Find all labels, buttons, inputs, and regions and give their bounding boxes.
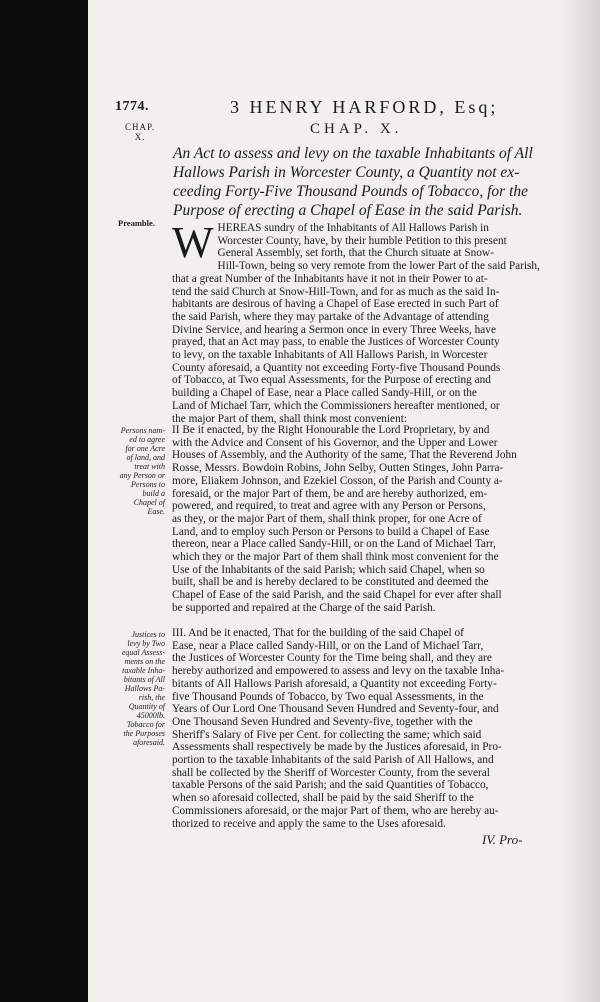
text-line: bitants of All Hallows Parish aforesaid, a Quantity not exceeding Forty-: [172, 677, 497, 690]
text-line: to levy, on the taxable Inhabitants of All Hallows Parish, in Worcester: [172, 349, 488, 362]
side-note-line: Quantity of: [128, 702, 165, 711]
catchword: IV. Pro-: [482, 832, 523, 847]
text-line: foresaid, or the major Part of them, be and are hereby authorized, em-: [172, 487, 488, 500]
text-line: Worcester County, have, by their humble Petition to this present: [217, 234, 507, 247]
side-note-justices-levy: [110, 630, 165, 747]
page-edge-shadow: [560, 0, 600, 1002]
text-line: shall be collected by the Sheriff of Worcester County, from the several: [172, 766, 490, 779]
side-note-persons-named: [110, 426, 165, 516]
side-note-line: Hallows Pa-: [124, 684, 165, 693]
text-line: Assessments shall respectively be made by the Justices aforesaid, in Pro-: [172, 741, 502, 754]
margin-chapter-label: CHAP. X.: [125, 122, 156, 142]
text-line: building a Chapel of Ease, near a Place called Sandy-Hill, or on the: [172, 387, 477, 400]
running-title: 3 HENRY HARFORD, Esq;: [230, 97, 499, 117]
text-line: Houses of Assembly, and the Authority of the same, That the Reverend John: [172, 449, 517, 462]
act-title-line: ceeding Forty-Five Thousand Pounds of Tobacco, for the: [173, 183, 529, 200]
side-note-line: Persons to: [131, 480, 165, 489]
text-line: portion to the taxable Inhabitants of the said Parish of All Hallows, and: [172, 754, 494, 767]
side-note-line: Ease.: [147, 507, 165, 516]
preamble-text: [172, 218, 572, 425]
section-3-text: [172, 627, 572, 830]
text-line: more, Eliakem Johnson, and Ezekiel Cosson, of the Parish and County a-: [172, 474, 503, 487]
side-note-line: rish, the: [138, 693, 165, 702]
preamble-label: Preamble.: [118, 218, 155, 228]
text-line: Hill-Town, being so very remote from the lower Part of the said Parish,: [217, 260, 540, 273]
text-line: with the Advice and Consent of his Governor, and the Upper and Lower: [172, 436, 498, 449]
text-line: prayed, that an Act may pass, to enable the Justices of Worcester County: [172, 336, 500, 349]
section-2-text: [172, 424, 572, 615]
text-line: HEREAS sundry of the Inhabitants of All Hallows Parish in: [217, 222, 489, 234]
text-line: of Tobacco, at Two equal Assessments, for the Purpose of erecting and: [172, 374, 491, 387]
text-line: as they, or the major Part of them, shall think proper, for one Acre of: [172, 512, 482, 525]
act-title-line: Purpose of erecting a Chapel of Ease in the said Parish.: [173, 202, 523, 219]
text-line: Divine Service, and hearing a Sermon once in every Three Weeks, have: [172, 323, 496, 336]
text-line: One Thousand Seven Hundred and Seventy-five, together with the: [172, 715, 473, 728]
side-note-line: ed to agree: [129, 435, 165, 444]
text-line: Sheriff's Salary of Five per Cent. for collecting the same; which said: [172, 728, 482, 741]
running-header: [115, 99, 585, 119]
text-line: powered, and required, to treat and agree with any Person or Persons,: [172, 500, 486, 513]
text-line: Rosse, Messrs. Bowdoin Robins, John Selby, Outten Stinges, John Parra-: [172, 462, 504, 475]
text-line: Ease, near a Place called Sandy-Hill, or on the Land of Michael Tarr,: [172, 639, 484, 652]
text-line: the major Part of them, shall think most convenient:: [172, 412, 407, 425]
side-note-line: for one Acre: [125, 444, 165, 453]
text-line: III. And be it enacted, That for the building of the said Chapel of: [172, 627, 464, 639]
side-note-line: Justices to: [131, 630, 165, 639]
text-line: hereby authorized and empowered to assess and levy on the taxable Inha-: [172, 665, 505, 678]
year: 1774.: [115, 99, 149, 114]
text-line: Use of the Inhabitants of the said Parish; which said Chapel, when so: [172, 563, 485, 576]
side-note-line: taxable Inha-: [122, 666, 165, 675]
text-line: Land, and to employ such Person or Persons to build a Chapel of Ease: [172, 525, 490, 538]
side-note-line: Tobacco for: [126, 720, 165, 729]
side-note-line: 45000lb.: [136, 711, 165, 720]
text-line: built, shall be and is hereby declared to be constituted and deemed the: [172, 576, 489, 589]
side-note-line: bitants of All: [123, 675, 165, 684]
side-note-line: ments on the: [124, 657, 165, 666]
side-note-line: Chapel of: [133, 498, 165, 507]
text-line: which they or the major Part of them shall think most convenient for the: [172, 551, 499, 564]
side-note-line: aforesaid.: [133, 738, 165, 747]
side-note-line: any Person or: [119, 471, 165, 480]
text-line: thorized to receive and apply the same to the Uses aforesaid.: [172, 817, 446, 830]
text-line: County aforesaid, a Quantity not exceeding Forty-five Thousand Pounds: [172, 361, 501, 374]
side-note-line: of land, and: [126, 453, 165, 462]
drop-cap: W: [172, 218, 214, 267]
text-line: tend the said Church at Snow-Hill-Town, and for as much as the said In-: [172, 285, 500, 298]
side-note-line: the Purposes: [123, 729, 165, 738]
side-note-line: equal Assess-: [121, 648, 165, 657]
text-line: be supported and repaired at the Charge of the said Parish.: [172, 601, 436, 614]
act-title-line: An Act to assess and levy on the taxable Inhabitants of All: [173, 145, 533, 162]
chapter-heading: CHAP. X.: [310, 121, 403, 137]
text-line: the Justices of Worcester County for the Time being shall, and they are: [172, 652, 492, 665]
text-line: the said Parish, where they may partake of the Advantage of attending: [172, 310, 489, 323]
text-line: that a great Number of the Inhabitants have it not in their Power to at-: [172, 272, 488, 285]
text-line: when so aforesaid collected, shall be paid by the said Sheriff to the: [172, 792, 474, 805]
text-line: taxable Persons of the said Parish; and the said Quantities of Tobacco,: [172, 779, 489, 792]
document-page: [88, 0, 600, 1002]
act-title-line: Hallows Parish in Worcester County, a Quantity not ex-: [173, 164, 520, 181]
side-note-line: Persons nam-: [120, 426, 165, 435]
text-line: thereon, near a Place called Sandy-Hill, or on the Land of Michael Tarr,: [172, 538, 496, 551]
text-line: II Be it enacted, by the Right Honourable the Lord Proprietary, by and: [172, 424, 490, 436]
text-line: General Assembly, set forth, that the Church situate at Snow-: [217, 247, 494, 260]
text-line: Chapel of Ease of the said Parish, and the said Chapel for ever after shall: [172, 589, 502, 602]
act-title: [173, 144, 573, 220]
side-note-line: treat with: [134, 462, 165, 471]
side-note-line: levy by Two: [127, 639, 165, 648]
text-line: Land of Michael Tarr, which the Commissioners hereafter mentioned, or: [172, 399, 500, 412]
text-line: Commissioners aforesaid, or the major Part of them, who are hereby au-: [172, 804, 499, 817]
text-line: habitants are desirous of having a Chapel of Ease erected in such Part of: [172, 298, 499, 311]
side-note-line: build a: [142, 489, 165, 498]
text-line: five Thousand Pounds of Tobacco, by Two equal Assessments, in the: [172, 690, 484, 703]
text-line: Years of Our Lord One Thousand Seven Hundred and Seventy-four, and: [172, 703, 499, 716]
